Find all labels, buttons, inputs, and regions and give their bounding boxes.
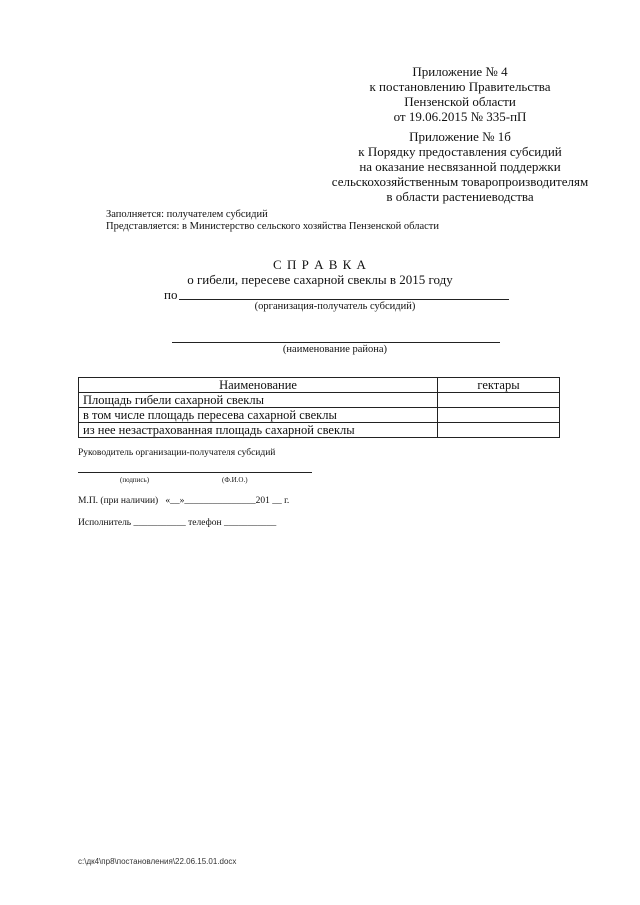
- appendix-1b-line4: сельскохозяйственным товаропроизводителям: [331, 174, 589, 189]
- file-path-footer: c:\дк4\пр8\постановления\22.06.15.01.docx: [78, 857, 237, 866]
- table-header-row: [79, 378, 560, 393]
- document-subtitle: о гибели, пересеве сахарной свеклы в 2015 году: [187, 272, 453, 287]
- appendix-4-line3: Пензенской области: [404, 94, 516, 109]
- submitted-to-text: Представляется: в Министерство сельского хозяйства Пензенской области: [106, 221, 440, 232]
- appendix-1b-line3: на оказание несвязанной поддержки: [359, 159, 561, 174]
- head-of-organization-label: Руководитель организации-получателя субсидий: [78, 448, 276, 458]
- executor-phone-line: Исполнитель ___________ телефон ___________: [78, 518, 277, 528]
- appendix-4-line1: Приложение № 4: [412, 64, 508, 79]
- appendix-1b-line5: в области растениеводства: [386, 189, 534, 204]
- table-cell-name: Площадь гибели сахарной свеклы: [79, 393, 438, 408]
- district-line: [172, 342, 500, 343]
- district-caption: (наименование района): [282, 344, 388, 355]
- table-cell-value: [438, 408, 560, 423]
- stamp-date-line: М.П. (при наличии) «__»_______________201 __ г.: [78, 496, 290, 506]
- organization-line: [179, 299, 509, 300]
- table-row: [79, 393, 560, 408]
- summary-table: [78, 377, 560, 438]
- document-title: С П Р А В К А: [273, 257, 367, 272]
- signature-line: [78, 472, 312, 473]
- table-cell-value: [438, 423, 560, 438]
- table-row: [79, 408, 560, 423]
- signature-caption: (подпись): [120, 476, 150, 484]
- appendix-1b-line2: к Порядку предоставления субсидий: [358, 144, 562, 159]
- po-label: по: [164, 287, 178, 302]
- table-cell-value: [438, 393, 560, 408]
- table-cell-name: из нее незастрахованная площадь сахарной свеклы: [79, 423, 438, 438]
- table-header-name: Наименование: [79, 378, 438, 393]
- full-name-caption: (Ф.И.О.): [222, 476, 248, 484]
- table-cell-name: в том числе площадь пересева сахарной свеклы: [79, 408, 438, 423]
- appendix-4-line4: от 19.06.2015 № 335-пП: [393, 109, 527, 124]
- appendix-4-block: [330, 64, 590, 124]
- appendix-1b-block: [330, 129, 590, 204]
- organization-caption: (организация-получатель субсидий): [254, 301, 416, 312]
- appendix-1b-line1: Приложение № 1б: [409, 129, 511, 144]
- filled-by-text: Заполняется: получателем субсидий: [106, 209, 268, 220]
- appendix-4-line2: к постановлению Правительства: [369, 79, 551, 94]
- table-row: [79, 423, 560, 438]
- fill-info: [106, 209, 439, 233]
- table-header-hectares: гектары: [438, 378, 560, 393]
